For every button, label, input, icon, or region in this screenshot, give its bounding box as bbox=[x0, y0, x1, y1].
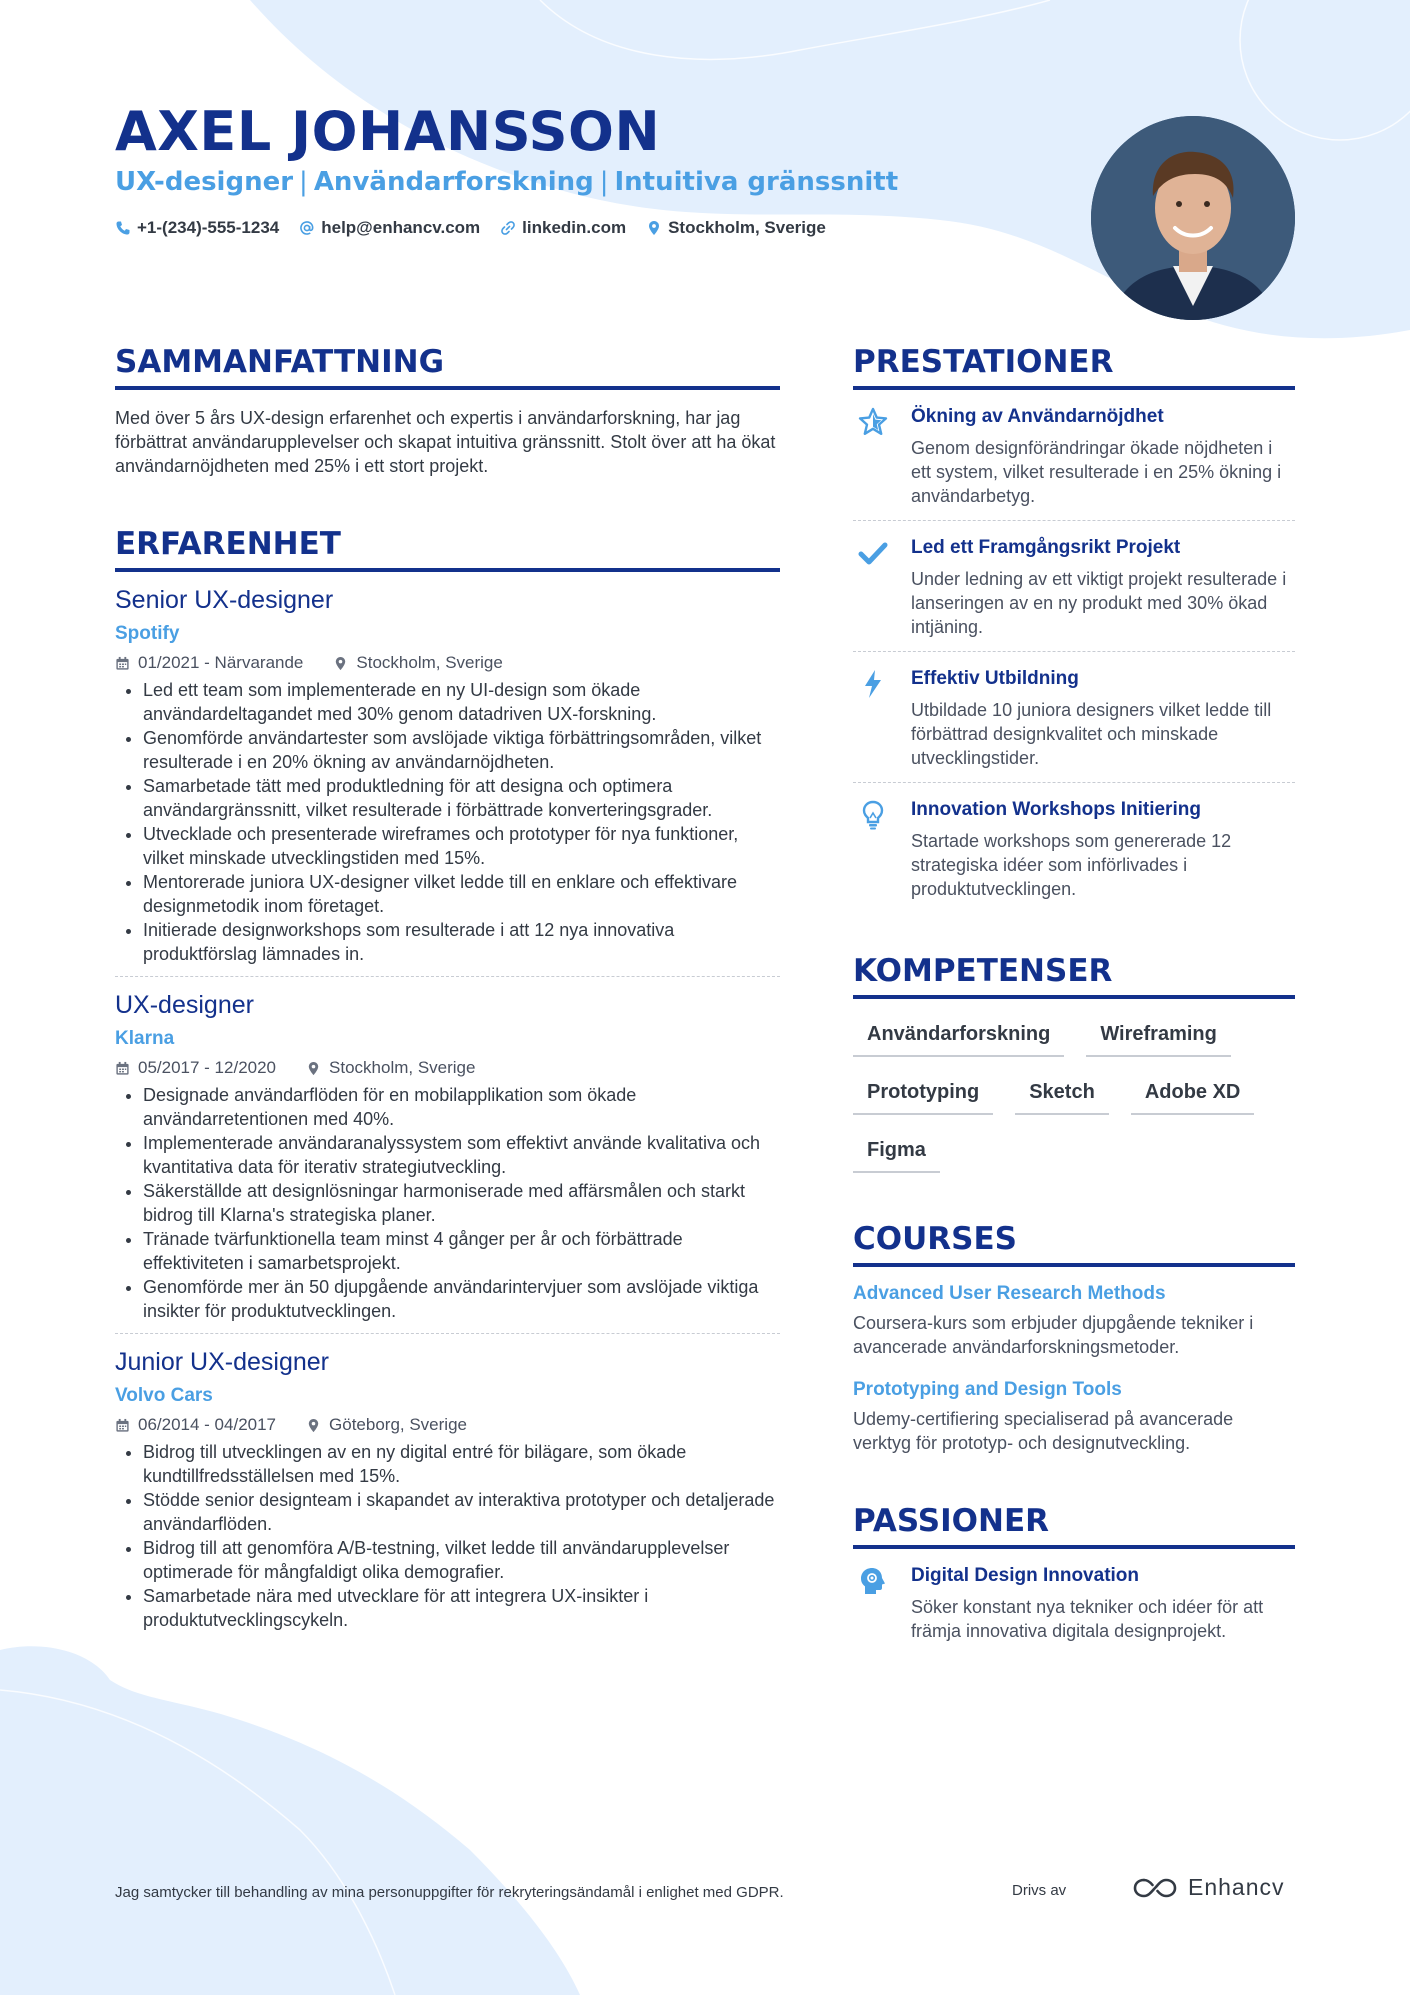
tagline-part: Intuitiva gränssnitt bbox=[614, 167, 899, 197]
achievements-section bbox=[853, 340, 1295, 913]
link-icon bbox=[500, 220, 516, 236]
achievement-item bbox=[853, 782, 1295, 913]
summary-text: Med över 5 års UX-design erfarenhet och expertis i användarforskning, har jag förbättrat användarupplevelser och skapat intuitiva gränssnitt. Stolt över att ha ökat användarnöjdheten med 25% i ett stort projekt. bbox=[115, 408, 776, 476]
job-bullet: • Tränade tvärfunktionella team minst 4 gånger per år och förbättrade effektiviteten i samarbetsprojekt. bbox=[143, 1227, 780, 1275]
job-bullet: • Stödde senior designteam i skapandet av interaktiva prototyper och detaljerade användarflöden. bbox=[143, 1488, 780, 1536]
location-icon bbox=[646, 220, 662, 236]
skills-section bbox=[853, 949, 1295, 1173]
location-icon bbox=[306, 1418, 321, 1433]
passion-title: Digital Design Innovation bbox=[911, 1565, 1140, 1586]
job-dates-text: 06/2014 - 04/2017 bbox=[138, 1415, 277, 1434]
job-bullets bbox=[115, 1083, 780, 1323]
job-bullets bbox=[115, 1440, 780, 1632]
passion-item bbox=[853, 1549, 1295, 1655]
at-icon bbox=[299, 220, 315, 236]
job-bullet: • Genomförde användartester som avslöjade viktiga förbättringsområden, vilket resulterade i en 20% ökning av användarnöjdheten. bbox=[143, 726, 780, 774]
achievement-item bbox=[853, 390, 1295, 520]
calendar-icon bbox=[115, 1061, 130, 1076]
contact-linkedin[interactable] bbox=[500, 218, 626, 238]
job-bullet: • Mentorerade juniora UX-designer vilket ledde till en enklare och effektivare designmetodik inom företaget. bbox=[143, 870, 780, 918]
passions-title: PASSIONER bbox=[853, 1499, 1295, 1549]
job-entry bbox=[115, 976, 780, 1333]
gdpr-consent: Jag samtycker till behandling av mina personuppgifter för rekryteringsändamål i enlighet med GDPR. bbox=[115, 1884, 784, 1901]
phone-text: +1-(234)-555-1234 bbox=[137, 218, 280, 237]
experience-section bbox=[115, 522, 780, 1642]
job-bullet: • Bidrog till att genomföra A/B-testning, vilket ledde till användarupplevelser optimerade för mångfaldigt olika demografier. bbox=[143, 1536, 780, 1584]
job-entry bbox=[115, 1333, 780, 1642]
job-location bbox=[306, 1414, 467, 1436]
courses-section bbox=[853, 1217, 1295, 1455]
job-dates bbox=[115, 1057, 276, 1079]
job-title: UX-designer bbox=[115, 991, 254, 1019]
linkedin-text: linkedin.com bbox=[522, 218, 627, 237]
achievement-title: Led ett Framgångsrikt Projekt bbox=[911, 537, 1181, 558]
job-bullet: • Initierade designworkshops som resulterade i att 12 nya innovativa produktförslag lämnades in. bbox=[143, 918, 780, 966]
check-icon bbox=[857, 537, 889, 569]
job-dates-text: 05/2017 - 12/2020 bbox=[138, 1058, 277, 1077]
achievement-desc: Genom designförändringar ökade nöjdheten i ett system, vilket resulterade i en 25% ökning i användarbetyg. bbox=[911, 438, 1282, 506]
course-title[interactable]: Advanced User Research Methods bbox=[853, 1283, 1166, 1304]
bolt-icon bbox=[857, 668, 889, 700]
job-bullet: • Led ett team som implementerade en ny UI-design som ökade användardeltagandet med 30% genom datadriven UX-forskning. bbox=[143, 678, 780, 726]
courses-title: COURSES bbox=[853, 1217, 1295, 1267]
course-item bbox=[853, 1281, 1295, 1359]
contact-list bbox=[115, 218, 826, 238]
summary-section bbox=[115, 340, 780, 478]
contact-email[interactable] bbox=[299, 218, 480, 238]
company-name: Spotify bbox=[115, 623, 180, 644]
profile-photo bbox=[1091, 116, 1295, 320]
job-bullet: • Samarbetade tätt med produktledning för att designa och optimera användargränssnitt, vilket resulterade i förbättrade konverteringsgrader. bbox=[143, 774, 780, 822]
job-bullet: • Säkerställde att designlösningar harmoniserade med affärsmålen och starkt bidrog till Klarna's strategiska planer. bbox=[143, 1179, 780, 1227]
achievement-desc: Startade workshops som genererade 12 strategiska idéer som införlivades i produktutvecklingen. bbox=[911, 831, 1232, 899]
job-meta bbox=[115, 1414, 780, 1436]
job-bullet: • Utvecklade och presenterade wireframes och prototyper för nya funktioner, vilket minskade utvecklingstiden med 15%. bbox=[143, 822, 780, 870]
tagline-separator: | bbox=[599, 167, 609, 197]
star-icon bbox=[857, 406, 889, 438]
contact-phone[interactable] bbox=[115, 218, 279, 238]
infinity-logo-icon bbox=[1132, 1875, 1178, 1901]
location-text: Stockholm, Sverige bbox=[668, 218, 826, 237]
tagline-part: Användarforskning bbox=[313, 167, 594, 197]
skills-title: KOMPETENSER bbox=[853, 949, 1295, 999]
left-column bbox=[115, 340, 780, 1642]
job-meta bbox=[115, 1057, 780, 1079]
brand-name: Enhancv bbox=[1188, 1874, 1285, 1900]
job-bullet: • Bidrog till utvecklingen av en ny digital entré för bilägare, som ökade kundtillfredsställelsen med 15%. bbox=[143, 1440, 780, 1488]
tagline-separator: | bbox=[299, 167, 308, 197]
calendar-icon bbox=[115, 656, 130, 671]
job-entry bbox=[115, 572, 780, 976]
achievement-item bbox=[853, 520, 1295, 651]
course-desc: Udemy-certifiering specialiserad på avancerade verktyg för prototyp- och designutveckling. bbox=[853, 1409, 1234, 1453]
phone-icon bbox=[115, 220, 131, 236]
job-bullet: • Genomförde mer än 50 djupgående användarintervjuer som avslöjade viktiga insikter för produktutvecklingen. bbox=[143, 1275, 780, 1323]
candidate-name: AXEL JOHANSSON bbox=[115, 100, 661, 163]
job-dates bbox=[115, 1414, 276, 1436]
location-icon bbox=[306, 1061, 321, 1076]
lightbulb-icon bbox=[857, 799, 889, 831]
skill-tag: Användarforskning bbox=[853, 1017, 1064, 1057]
achievement-title: Ökning av Användarnöjdhet bbox=[911, 406, 1164, 427]
achievement-item bbox=[853, 651, 1295, 782]
job-location bbox=[306, 1057, 475, 1079]
achievement-desc: Utbildade 10 juniora designers vilket ledde till förbättrad designkvalitet och minskade utvecklingstider. bbox=[911, 700, 1272, 768]
experience-title: ERFARENHET bbox=[115, 522, 780, 572]
job-bullet: • Designade användarflöden för en mobilapplikation som ökade användarretentionen med 40%. bbox=[143, 1083, 780, 1131]
job-location-text: Stockholm, Sverige bbox=[356, 653, 503, 672]
summary-title: SAMMANFATTNING bbox=[115, 340, 780, 390]
avatar-illustration bbox=[1091, 116, 1295, 320]
course-title[interactable]: Prototyping and Design Tools bbox=[853, 1379, 1122, 1400]
company-name: Klarna bbox=[115, 1028, 175, 1049]
job-dates bbox=[115, 652, 303, 674]
skill-tag: Wireframing bbox=[1086, 1017, 1231, 1057]
achievements-title: PRESTATIONER bbox=[853, 340, 1295, 390]
job-bullet: • Implementerade användaranalyssystem som effektivt använde kvalitativa och kvantitativa data för iterativ strategiutveckling. bbox=[143, 1131, 780, 1179]
achievement-title: Innovation Workshops Initiering bbox=[911, 799, 1201, 820]
achievement-desc: Under ledning av ett viktigt projekt resulterade i lanseringen av en ny produkt med 30% ökad intjäning. bbox=[911, 569, 1287, 637]
location-icon bbox=[333, 656, 348, 671]
job-title: Junior UX-designer bbox=[115, 1348, 329, 1376]
job-location bbox=[333, 652, 502, 674]
skill-tag: Sketch bbox=[1015, 1075, 1109, 1115]
enhancv-logo[interactable] bbox=[1132, 1874, 1285, 1901]
calendar-icon bbox=[115, 1418, 130, 1433]
tagline bbox=[115, 164, 898, 200]
contact-location bbox=[646, 218, 826, 238]
skills-list bbox=[853, 1017, 1295, 1173]
skill-tag: Prototyping bbox=[853, 1075, 993, 1115]
job-location-text: Stockholm, Sverige bbox=[329, 1058, 476, 1077]
skill-tag: Adobe XD bbox=[1131, 1075, 1255, 1115]
course-desc: Coursera-kurs som erbjuder djupgående tekniker i avancerade användarforskningsmetoder. bbox=[853, 1313, 1254, 1357]
company-name: Volvo Cars bbox=[115, 1385, 213, 1406]
job-bullet: • Samarbetade nära med utvecklare för att integrera UX-insikter i produktutvecklingscykeln. bbox=[143, 1584, 780, 1632]
job-title: Senior UX-designer bbox=[115, 586, 334, 614]
email-text: help@enhancv.com bbox=[321, 218, 481, 237]
skill-tag: Figma bbox=[853, 1133, 940, 1173]
passion-desc: Söker konstant nya tekniker och idéer för att främja innovativa digitala designprojekt. bbox=[911, 1597, 1264, 1641]
job-location-text: Göteborg, Sverige bbox=[329, 1415, 467, 1434]
job-dates-text: 01/2021 - Närvarande bbox=[138, 653, 304, 672]
passions-section bbox=[853, 1499, 1295, 1655]
job-meta bbox=[115, 652, 780, 674]
course-item bbox=[853, 1377, 1295, 1455]
powered-by-label: Drivs av bbox=[1012, 1882, 1067, 1899]
head-icon bbox=[857, 1565, 889, 1597]
tagline-part: UX-designer bbox=[115, 167, 294, 197]
job-bullets bbox=[115, 678, 780, 966]
right-column bbox=[853, 340, 1295, 1655]
achievement-title: Effektiv Utbildning bbox=[911, 668, 1079, 689]
